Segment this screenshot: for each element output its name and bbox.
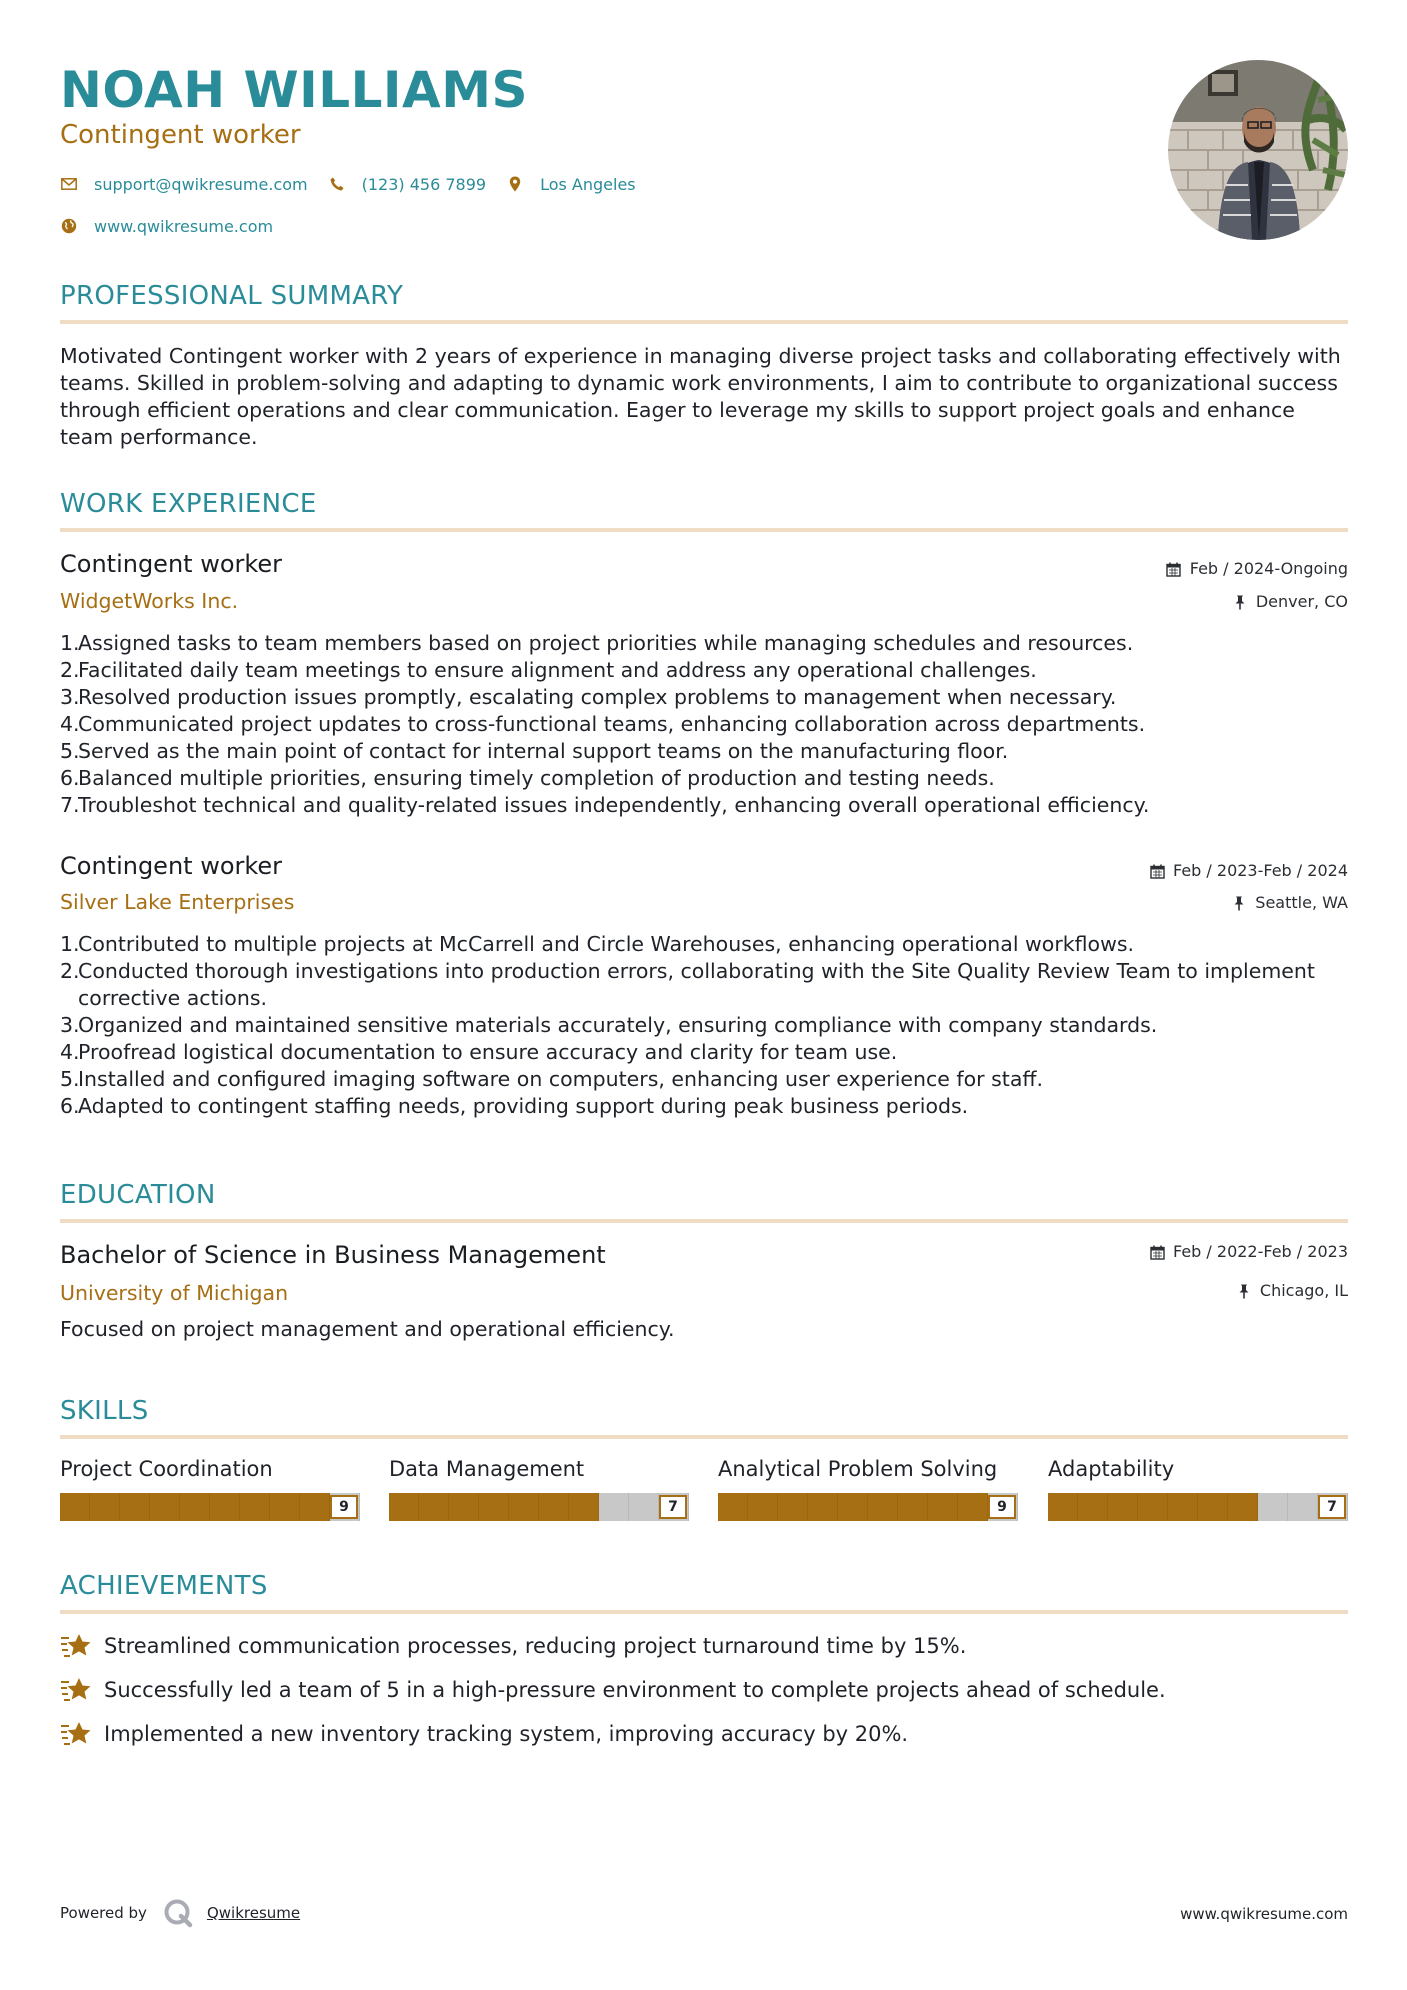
list-item: 6. Balanced multiple priorities, ensuring timely completion of production and testing needs. xyxy=(60,766,995,790)
achievement-item xyxy=(60,1719,908,1749)
education-dates xyxy=(1149,1241,1348,1263)
list-item: 5. Installed and configured imaging software on computers, enhancing user experience for staff. xyxy=(60,1067,1044,1091)
contact-email[interactable] xyxy=(60,175,308,194)
skill-level-segment xyxy=(150,1493,180,1521)
list-item: 3. Resolved production issues promptly, escalating complex problems to management when necessary. xyxy=(60,685,1117,709)
map-pin-icon xyxy=(506,175,524,193)
job-2-location xyxy=(1231,892,1348,914)
skill-level-segment xyxy=(1168,1493,1198,1521)
education-dates-text: Feb / 2022-Feb / 2023 xyxy=(1173,1242,1348,1261)
phone-text: (123) 456 7899 xyxy=(361,174,487,194)
list-item: 6. Adapted to contingent staffing needs, providing support during peak business periods. xyxy=(60,1094,969,1118)
list-item: 1. Assigned tasks to team members based on project priorities while managing schedules and resources. xyxy=(60,631,1134,655)
qwikresume-logo-icon xyxy=(163,1898,193,1928)
skill-score: 9 xyxy=(330,1495,358,1519)
skill-name: Adaptability xyxy=(1048,1457,1175,1481)
job-2-title: Contingent worker xyxy=(60,852,283,880)
skill-level-segment xyxy=(629,1493,659,1521)
education-school: University of Michigan xyxy=(60,1281,289,1305)
skill-level-segment xyxy=(180,1493,210,1521)
job-2-dates xyxy=(1149,860,1348,882)
footer-powered-by xyxy=(60,1898,300,1928)
skill-level-segment xyxy=(449,1493,479,1521)
skill-3 xyxy=(718,1455,1020,1521)
star-icon xyxy=(60,1675,92,1705)
job-1-company: WidgetWorks Inc. xyxy=(60,589,239,613)
skill-level-segment xyxy=(419,1493,449,1521)
skill-level-segment xyxy=(1198,1493,1228,1521)
skill-level-segment xyxy=(1228,1493,1258,1521)
skill-name: Analytical Problem Solving xyxy=(718,1457,998,1481)
summary-divider xyxy=(60,320,1348,324)
phone-icon xyxy=(328,175,346,193)
skill-level-segment xyxy=(1108,1493,1138,1521)
skill-name: Data Management xyxy=(389,1457,585,1481)
achievements-divider xyxy=(60,1610,1348,1614)
skill-level-segment xyxy=(868,1493,898,1521)
job-1-location-text: Denver, CO xyxy=(1255,592,1348,611)
website-text: www.qwikresume.com xyxy=(94,216,274,236)
globe-icon xyxy=(60,217,78,235)
list-item: 7. Troubleshot technical and quality-related issues independently, enhancing overall operational efficiency. xyxy=(60,793,1150,817)
skill-level-segment xyxy=(1258,1493,1288,1521)
skill-level-segment xyxy=(718,1493,748,1521)
contact-website[interactable] xyxy=(60,217,273,236)
skill-level-segment xyxy=(838,1493,868,1521)
candidate-name: NOAH WILLIAMS xyxy=(60,61,528,119)
job-2-dates-text: Feb / 2023-Feb / 2024 xyxy=(1173,861,1348,880)
experience-heading: WORK EXPERIENCE xyxy=(60,489,317,519)
achievement-text: Streamlined communication processes, reducing project turnaround time by 15%. xyxy=(104,1634,967,1658)
achievements-heading: ACHIEVEMENTS xyxy=(60,1571,268,1601)
education-divider xyxy=(60,1219,1348,1223)
pushpin-icon xyxy=(1232,594,1248,610)
skills-divider xyxy=(60,1435,1348,1439)
skill-level-segment xyxy=(778,1493,808,1521)
envelope-icon xyxy=(60,175,78,193)
skill-level-bar xyxy=(389,1493,689,1521)
job-2-company: Silver Lake Enterprises xyxy=(60,890,295,914)
job-1-location xyxy=(1232,591,1348,613)
education-description: Focused on project management and operational efficiency. xyxy=(60,1317,675,1341)
candidate-role: Contingent worker xyxy=(60,120,301,150)
skill-level-bar xyxy=(60,1493,360,1521)
skill-level-segment xyxy=(1078,1493,1108,1521)
calendar-icon xyxy=(1166,561,1182,577)
skill-level-segment xyxy=(928,1493,958,1521)
skill-level-segment xyxy=(569,1493,599,1521)
skill-2 xyxy=(389,1455,691,1521)
summary-text: Motivated Contingent worker with 2 years of experience in managing diverse project tasks and collaborating effectively with teams. Skilled in problem-solving and adapting to dynamic work environments, I aim to contribute to organizational success through efficient operations and clear communication. Eager to leverage my skills to support project goals and enhance team performance. xyxy=(60,344,1341,449)
star-icon xyxy=(60,1719,92,1749)
skill-level-segment xyxy=(808,1493,838,1521)
star-icon xyxy=(60,1631,92,1661)
skill-score: 7 xyxy=(659,1495,687,1519)
powered-by-label: Powered by xyxy=(60,1904,147,1922)
achievement-text: Successfully led a team of 5 in a high-pressure environment to complete projects ahead of schedule. xyxy=(104,1678,1166,1702)
contact-phone[interactable] xyxy=(328,175,486,194)
list-item: 3. Organized and maintained sensitive materials accurately, ensuring compliance with company standards. xyxy=(60,1013,1158,1037)
skill-level-segment xyxy=(898,1493,928,1521)
education-location xyxy=(1236,1280,1348,1302)
contact-row-2 xyxy=(60,214,293,238)
job-1-dates xyxy=(1166,558,1348,580)
skill-level-bar xyxy=(1048,1493,1348,1521)
list-item: 2. Conducted thorough investigations into production errors, collaborating with the Site Quality Review Team to implement corrective actions. xyxy=(60,959,1315,1010)
skill-score: 9 xyxy=(988,1495,1016,1519)
job-2-bullets xyxy=(60,931,1350,1120)
calendar-icon xyxy=(1149,863,1165,879)
skill-level-segment xyxy=(120,1493,150,1521)
list-item: 4. Communicated project updates to cross-functional teams, enhancing collaboration across departments. xyxy=(60,712,1146,736)
skill-level-segment xyxy=(1288,1493,1318,1521)
skill-level-segment xyxy=(60,1493,90,1521)
skills-heading: SKILLS xyxy=(60,1396,149,1426)
skill-level-segment xyxy=(1048,1493,1078,1521)
skill-level-segment xyxy=(90,1493,120,1521)
education-degree: Bachelor of Science in Business Management xyxy=(60,1241,606,1269)
profile-photo xyxy=(1168,60,1348,240)
skill-level-segment xyxy=(240,1493,270,1521)
skill-level-segment xyxy=(539,1493,569,1521)
footer-website[interactable]: www.qwikresume.com xyxy=(1180,1905,1348,1923)
education-heading: EDUCATION xyxy=(60,1180,216,1210)
skill-level-segment xyxy=(509,1493,539,1521)
experience-divider xyxy=(60,528,1348,532)
skill-level-segment xyxy=(389,1493,419,1521)
skill-level-segment xyxy=(599,1493,629,1521)
list-item: 4. Proofread logistical documentation to ensure accuracy and clarity for team use. xyxy=(60,1040,898,1064)
job-1-dates-text: Feb / 2024-Ongoing xyxy=(1189,559,1348,578)
summary-heading: PROFESSIONAL SUMMARY xyxy=(60,281,404,311)
contact-row xyxy=(60,172,656,196)
job-1-title: Contingent worker xyxy=(60,550,283,578)
list-item: 1. Contributed to multiple projects at McCarrell and Circle Warehouses, enhancing operational workflows. xyxy=(60,932,1135,956)
education-location-text: Chicago, IL xyxy=(1259,1281,1348,1300)
list-item: 5. Served as the main point of contact for internal support teams on the manufacturing floor. xyxy=(60,739,1009,763)
calendar-icon xyxy=(1149,1244,1165,1260)
job-2-location-text: Seattle, WA xyxy=(1255,893,1348,912)
skill-4 xyxy=(1048,1455,1350,1521)
skill-level-segment xyxy=(958,1493,988,1521)
pushpin-icon xyxy=(1236,1283,1252,1299)
skill-1 xyxy=(60,1455,362,1521)
skill-level-segment xyxy=(270,1493,300,1521)
contact-location xyxy=(506,175,636,194)
skill-level-segment xyxy=(1138,1493,1168,1521)
location-text: Los Angeles xyxy=(540,174,636,194)
achievement-item xyxy=(60,1631,966,1661)
skill-score: 7 xyxy=(1318,1495,1346,1519)
skill-level-segment xyxy=(300,1493,330,1521)
email-text: support@qwikresume.com xyxy=(94,174,308,194)
achievement-item xyxy=(60,1675,1166,1705)
skill-level-bar xyxy=(718,1493,1018,1521)
skill-level-segment xyxy=(748,1493,778,1521)
qwikresume-link[interactable]: Qwikresume xyxy=(206,1904,301,1922)
pushpin-icon xyxy=(1231,895,1247,911)
skill-level-segment xyxy=(479,1493,509,1521)
skill-name: Project Coordination xyxy=(60,1457,273,1481)
skill-level-segment xyxy=(210,1493,240,1521)
achievement-text: Implemented a new inventory tracking system, improving accuracy by 20%. xyxy=(104,1722,909,1746)
job-1-bullets xyxy=(60,630,1350,819)
list-item: 2. Facilitated daily team meetings to ensure alignment and address any operational challenges. xyxy=(60,658,1037,682)
